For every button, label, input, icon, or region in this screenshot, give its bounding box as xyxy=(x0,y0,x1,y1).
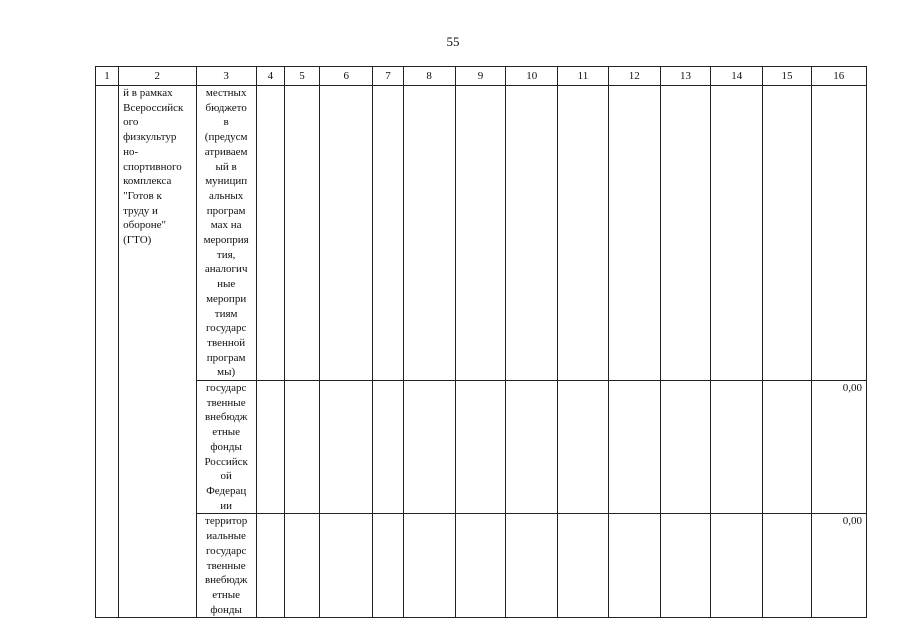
event-name-text: й в рамках Всероссийск ого физкультур но- спортивного комплекса "Готов к труду и обороне" (ГТО) xyxy=(123,87,184,247)
table-cell xyxy=(320,381,373,514)
table-cell xyxy=(256,514,284,618)
column-header: 15 xyxy=(763,67,811,86)
funding-source-text: территор иальные государс твенные внебюдж етные фонды xyxy=(204,515,248,616)
table-cell xyxy=(660,514,710,618)
page-number: 55 xyxy=(446,34,460,49)
column-header: 7 xyxy=(373,67,403,86)
column-header: 1 xyxy=(96,67,119,86)
funding-source-text: государс твенные внебюдж етные фонды Российск ой Федерац ии xyxy=(204,382,248,512)
table-cell xyxy=(506,381,558,514)
table-cell xyxy=(403,381,455,514)
column-header: 14 xyxy=(711,67,763,86)
budget-table xyxy=(95,66,867,618)
table-cell xyxy=(455,514,505,618)
table-cell xyxy=(455,86,505,381)
table-cell xyxy=(256,381,284,514)
funding-source-cell xyxy=(196,381,256,514)
column-header: 3 xyxy=(196,67,256,86)
funding-source-text: местных бюджето в (предусм атриваем ый в муницип альных програм мах на мероприя тия, аналогич ные меропри тиям государс твенной програм мы) xyxy=(203,87,249,379)
header-row xyxy=(96,67,867,86)
table-row xyxy=(96,86,867,381)
table-cell xyxy=(506,86,558,381)
column-header: 6 xyxy=(320,67,373,86)
column-header: 2 xyxy=(119,67,196,86)
table-cell xyxy=(284,514,319,618)
table-cell xyxy=(608,86,660,381)
table-cell xyxy=(373,86,403,381)
event-name-cell xyxy=(119,86,196,618)
column-header: 8 xyxy=(403,67,455,86)
table-cell xyxy=(660,381,710,514)
table-cell xyxy=(608,514,660,618)
table-cell xyxy=(373,514,403,618)
column-header: 13 xyxy=(660,67,710,86)
table-cell xyxy=(711,514,763,618)
table-cell xyxy=(373,381,403,514)
column-header: 5 xyxy=(284,67,319,86)
cell-col1 xyxy=(96,86,119,618)
table-cell xyxy=(403,514,455,618)
table-cell xyxy=(403,86,455,381)
table-cell xyxy=(608,381,660,514)
column-header: 9 xyxy=(455,67,505,86)
table-cell xyxy=(558,381,608,514)
table-cell xyxy=(711,381,763,514)
table-row xyxy=(96,514,867,618)
table-cell xyxy=(284,86,319,381)
table-row xyxy=(96,381,867,514)
column-header: 11 xyxy=(558,67,608,86)
table-cell xyxy=(320,86,373,381)
table-cell xyxy=(763,381,811,514)
table-cell xyxy=(558,514,608,618)
column-header: 12 xyxy=(608,67,660,86)
value-cell-col16 xyxy=(811,86,866,381)
column-header: 4 xyxy=(256,67,284,86)
column-header: 16 xyxy=(811,67,866,86)
table-cell xyxy=(455,381,505,514)
table-cell xyxy=(256,86,284,381)
table-cell xyxy=(660,86,710,381)
table-cell xyxy=(763,514,811,618)
table-cell xyxy=(284,381,319,514)
funding-source-cell xyxy=(196,86,256,381)
value-cell-col16: 0,00 xyxy=(811,514,866,618)
table-cell xyxy=(763,86,811,381)
table-cell xyxy=(506,514,558,618)
value-cell-col16: 0,00 xyxy=(811,381,866,514)
table-cell xyxy=(558,86,608,381)
funding-source-cell xyxy=(196,514,256,618)
column-header: 10 xyxy=(506,67,558,86)
table-cell xyxy=(320,514,373,618)
table-cell xyxy=(711,86,763,381)
